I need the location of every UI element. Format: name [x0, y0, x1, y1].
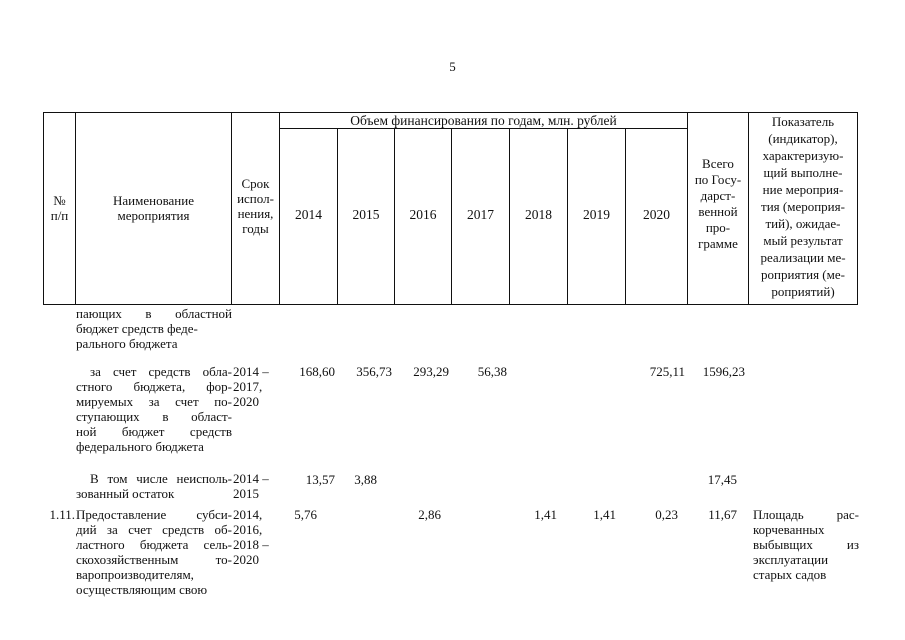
row1-name-cont: стного бюджета, фор- мируемых за счет по- ступающих в област- ной бюджет средств федерального бюджета — [76, 379, 232, 454]
header-term: Срок испол- нения, годы — [237, 176, 274, 236]
row2-name: В том числе неисполь- — [90, 471, 232, 486]
header-year-2019: 2019 — [583, 207, 610, 222]
header-num: № п/п — [50, 193, 69, 223]
row1-name: за счет средств обла- — [90, 364, 232, 379]
row1-v2016: 293,29 — [413, 364, 449, 379]
row3-v2020: 0,23 — [655, 507, 678, 522]
row3-num: 1.11. — [49, 507, 75, 522]
row2-term: 2014 – 2015 — [233, 471, 269, 501]
row1-v2015: 356,73 — [356, 364, 392, 379]
row1-v2017: 56,38 — [477, 364, 507, 379]
row0-name: пающих в областной бюджет средств феде- рального бюджета — [76, 306, 232, 351]
row1-term: 2014 – 2017, 2020 — [233, 364, 269, 409]
header-year-2015: 2015 — [352, 207, 380, 222]
row3-total: 11,67 — [708, 507, 737, 522]
row1-total: 1596,23 — [702, 364, 745, 379]
row3-indicator: Площадь рас- корчеванных выбывщих из эксплуатации старых садов — [753, 507, 859, 582]
header-year-2017: 2017 — [467, 207, 494, 222]
page-number: 5 — [449, 59, 456, 74]
header-year-2020: 2020 — [643, 207, 670, 222]
row3-v2019: 1,41 — [593, 507, 616, 522]
row1-v2020: 725,11 — [649, 364, 685, 379]
row3-v2016: 2,86 — [418, 507, 441, 522]
header-indicator: Показатель (индикатор), характеризую- щий выполне- ние мероприя- тия (мероприя- тий), ожидае- мый результат реализации ме- роприятия (ме- роприятий) — [760, 114, 846, 299]
row3-name: Предоставление субси- дий за счет средств об- ластного бюджета сель- скохозяйственным то- варопроизводителям, осуществляющим свою — [76, 507, 232, 597]
row2-total: 17,45 — [707, 472, 737, 487]
row2-name-cont: зованный остаток — [76, 486, 175, 501]
header-year-2018: 2018 — [525, 207, 552, 222]
row2-v2014: 13,57 — [305, 472, 335, 487]
header-year-2014: 2014 — [295, 207, 322, 222]
header-name: Наименование мероприятия — [113, 193, 194, 223]
header-total: Всего по Госу- дарст- венной про- грамме — [694, 156, 742, 251]
row3-v2014: 5,76 — [294, 507, 317, 522]
row2-v2015: 3,88 — [354, 472, 377, 487]
row3-term: 2014, 2016, 2018 – 2020 — [233, 507, 269, 567]
header-year-2016: 2016 — [409, 207, 437, 222]
header-funding-title: Объем финансирования по годам, млн. рублей — [350, 113, 617, 128]
row1-v2014: 168,60 — [299, 364, 335, 379]
row3-v2018: 1,41 — [534, 507, 557, 522]
